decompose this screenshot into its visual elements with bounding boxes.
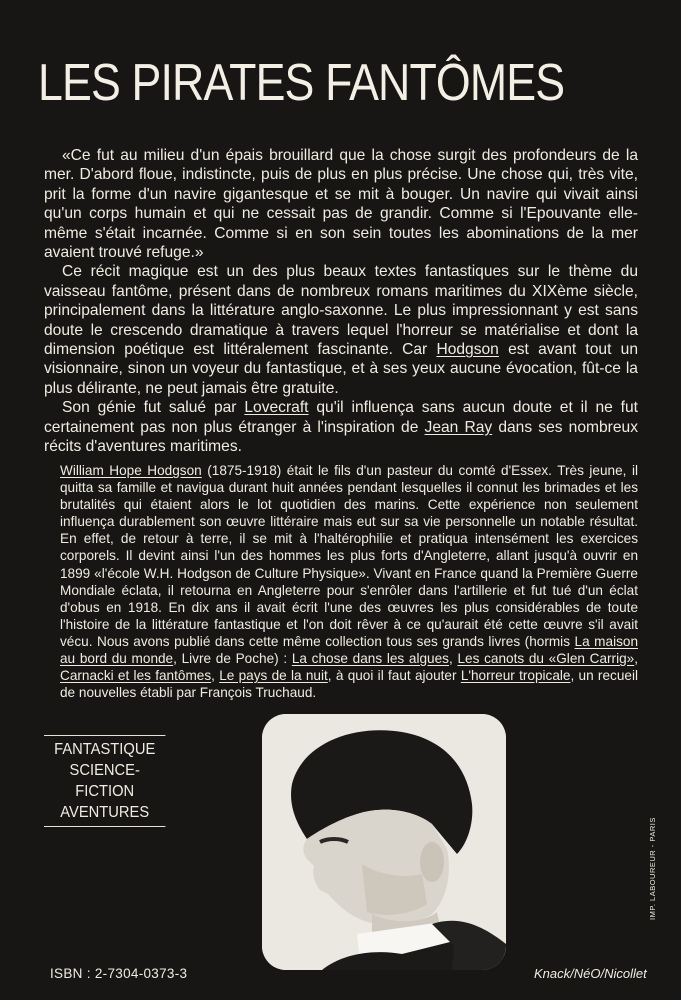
bio-separator: , xyxy=(634,651,638,667)
blurb-quote: «Ce fut au milieu d'un épais brouillard que la chose surgit des profondeurs de la mer. D'abord floue, indistincte, puis de plus en plus précise. Une chose qui, très vite, prit la forme d'un navire gigantesque et se mit à bouger. Un navire qui vivait ainsi qu'un corps humain et qui ne cessait pas de grandir. Comme si l'Epouvante elle-même s'était incarnée. Comme si en son sein toutes les abominations de la mer avaient trouvé refuge.» xyxy=(44,147,638,262)
blurb-text: dans ses nombreux récits d'aventures maritimes. xyxy=(44,418,638,456)
bio-paragraph xyxy=(60,462,638,701)
author-name-underlined: Hodgson xyxy=(436,341,499,359)
book-title-link: La maison au bord du monde xyxy=(60,633,639,667)
book-title-link: Carnacki et les fantômes xyxy=(60,668,212,684)
genre-aventures: AVENTURES xyxy=(60,804,150,821)
book-title-link: Les canots du «Glen Carrig» xyxy=(457,651,635,667)
blurb-section xyxy=(44,146,638,457)
author-biography xyxy=(60,462,638,701)
publisher-name: Knack/NéO/Nicollet xyxy=(534,966,647,981)
genre-science-fiction: SCIENCE-FICTION xyxy=(69,762,140,800)
book-title-link: Le pays de la nuit xyxy=(219,668,328,684)
blurb-text: qu'il influença sans aucun doute et il ne fut certainement pas non plus étranger à l'inspiration de xyxy=(44,399,638,436)
bio-text: , à quoi il faut ajouter xyxy=(327,668,461,684)
book-title-link: La chose dans les algues xyxy=(291,651,449,667)
bio-separator: , xyxy=(448,651,458,667)
blurb-text: est avant tout un visionnaire, sinon un voyeur du fantastique, et à ses yeux aucune évocation, fût-ce la plus délirante, ne peut jamais être gratuite. xyxy=(44,341,638,397)
author-full-name: William Hope Hodgson xyxy=(60,463,202,478)
blurb-text: Son génie fut salué par xyxy=(62,399,245,417)
printer-credit: IMP. LABOUREUR - PARIS xyxy=(648,817,657,920)
blurb-paragraph-2 xyxy=(44,262,638,398)
isbn-number: ISBN : 2-7304-0373-3 xyxy=(50,966,188,981)
author-portrait xyxy=(262,714,506,970)
blurb-text: Ce récit magique est un des plus beaux textes fantastiques sur le thème du vaisseau fantôme, présent dans de nombreux romans maritimes du XIXème siècle, principalement dans la littérature anglo-saxonne. Le plus impressionnant y est sans doute le crescendo dramatique à travers lequel l'horreur se matérialise et dont la dimension poétique est littéralement fascinante. Car xyxy=(44,263,638,359)
bio-text: , Livre de Poche) : xyxy=(173,651,292,667)
genre-fantastique: FANTASTIQUE xyxy=(54,741,156,758)
book-title-link: L'horreur tropicale xyxy=(460,668,571,684)
jean-ray-name: Jean Ray xyxy=(424,418,493,436)
book-title: LES PIRATES FANTÔMES xyxy=(38,54,565,112)
lovecraft-name: Lovecraft xyxy=(244,399,309,417)
bio-text: (1875-1918) était le fils d'un pasteur du comté d'Essex. Très jeune, il quitta sa famille et navigua durant huit années pendant lesquelles il connut les brimades et les brutalités qui étaient alors le lot quotidien des marins. Cette expérience non seulement influença durablement son œuvre littéraire mais eut sur sa vie personnelle un notable résultat. En effet, de retour à terre, il se mit à l'haltérophilie et pratiqua intensément les exercices corporels. Il devint ainsi l'un des hommes les plus forts d'Angleterre, allant jusqu'à ouvrir en 1899 «l'école W.H. Hodgson de Culture Physique». Vivant en France quand la Première Guerre Mondiale éclata, il retourna en Angleterre pour s'enrôler dans l'artillerie et fut tué d'un éclat d'obus en 1918. En dix ans il avait écrit l'une des œuvres les plus considérables de toute l'histoire de la littérature fantastique et l'on doit rêver à ce qu'aurait été cette œuvre s'il avait vécu. Nous avons publié dans cette même collection tous ses grands livres (hormis xyxy=(60,463,638,649)
bio-text: , un recueil de nouvelles établi par François Truchaud. xyxy=(60,668,638,701)
genre-box xyxy=(44,735,165,827)
blurb-paragraph-3 xyxy=(44,398,638,456)
bio-separator: , xyxy=(211,668,220,684)
